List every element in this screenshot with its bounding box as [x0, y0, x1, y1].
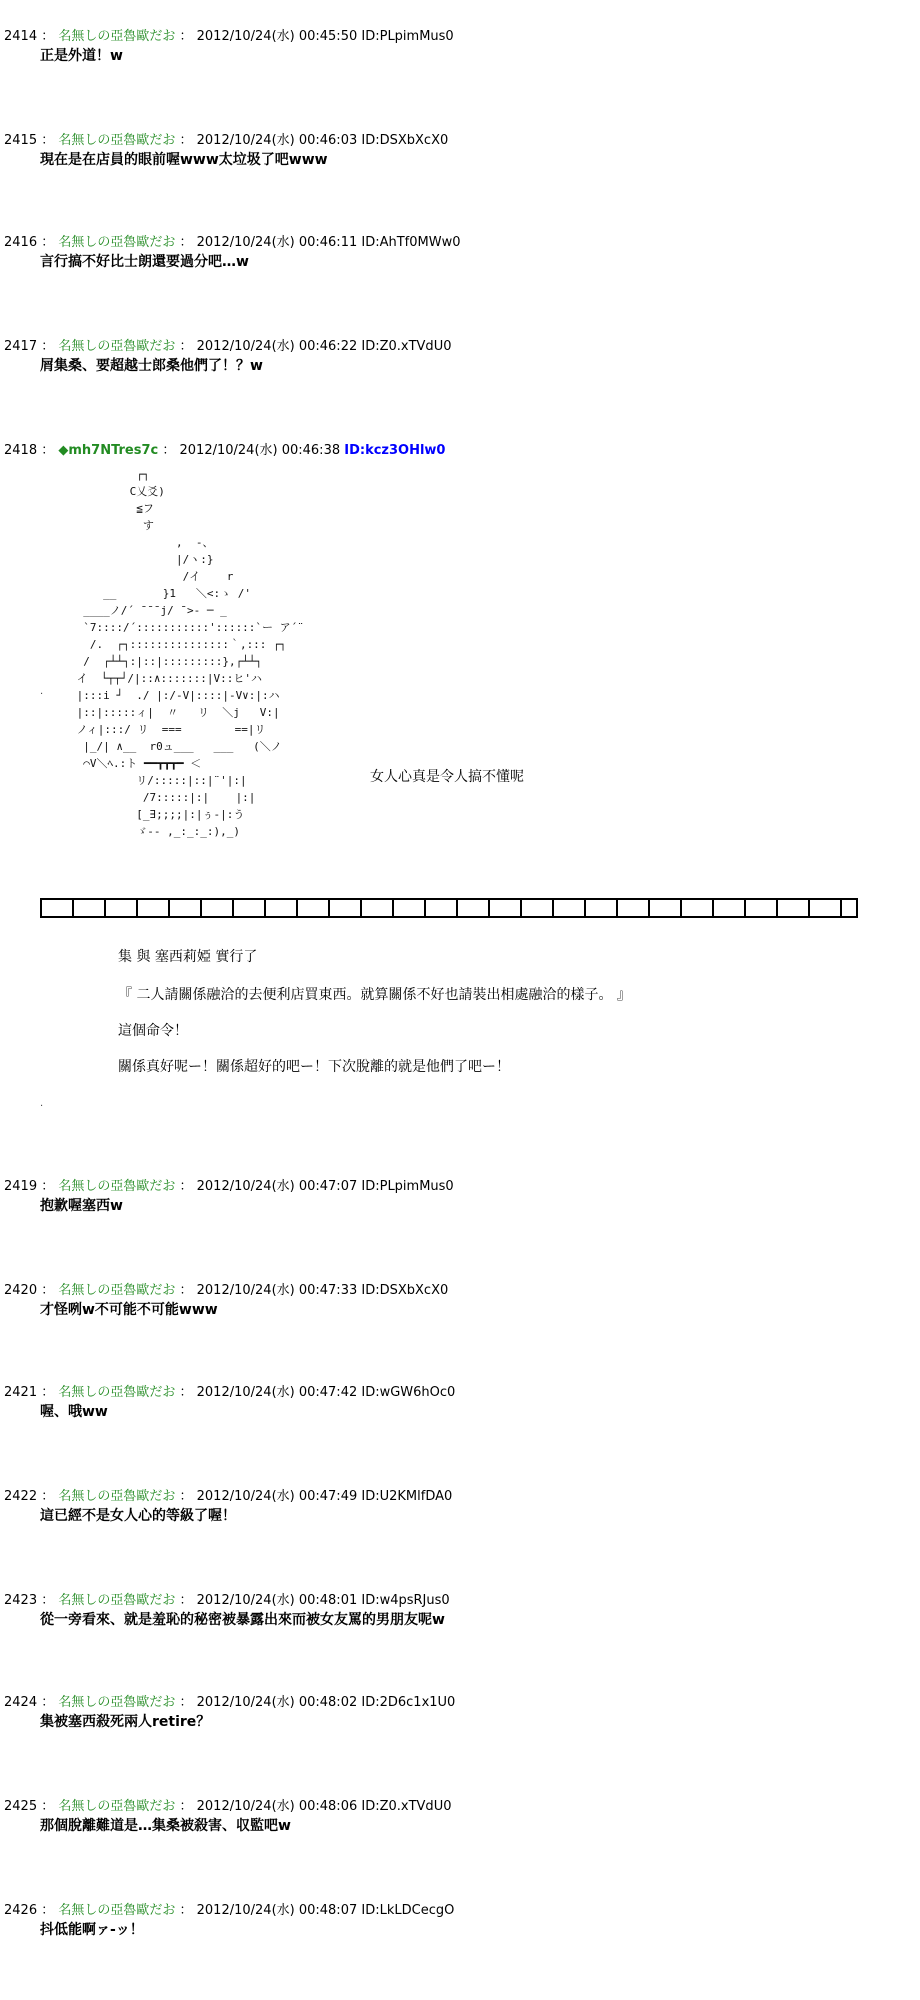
post-number[interactable]: 2417: [4, 339, 38, 354]
post-author: 名無しの亞魯歐だお: [58, 1593, 176, 1608]
post-id[interactable]: ID:Z0.xTVdU0: [361, 339, 452, 354]
divider-tick: [520, 898, 522, 918]
divider-tick: [424, 898, 426, 918]
divider-tick: [856, 898, 858, 918]
post-2420: [4, 1282, 904, 1320]
post-author: 名無しの亞魯歐だお: [58, 1385, 176, 1400]
post-number[interactable]: 2425: [4, 1799, 38, 1814]
post-id[interactable]: ID:PLpimMus0: [361, 1179, 454, 1194]
post-id[interactable]: ID:2D6c1x1U0: [361, 1695, 456, 1710]
post-header: 2421 ： 名無しの亞魯歐だお ： 2012/10/24(水) 00:47:42 ID:wGW6hOc0: [4, 1385, 456, 1400]
post-body: 抖低能啊ァ-ッ！: [40, 1922, 144, 1938]
post-header: 2414 ： 名無しの亞魯歐だお ： 2012/10/24(水) 00:45:50 ID:PLpimMus0: [4, 29, 454, 44]
post-number[interactable]: 2423: [4, 1593, 38, 1608]
post-2419: [4, 1178, 904, 1216]
narration-line-4: 關係真好呢ー！關係超好的吧ー！下次脫離的就是他們了吧ー！: [118, 1059, 510, 1075]
post-author: 名無しの亞魯歐だお: [58, 1489, 176, 1504]
post-date: 2012/10/24(水) 00:46:03: [196, 133, 358, 148]
post-author: 名無しの亞魯歐だお: [58, 1903, 176, 1918]
post-number[interactable]: 2416: [4, 235, 38, 250]
post-body: 屑集桑、要超越士郎桑他們了！？w: [40, 358, 263, 374]
divider-tick: [776, 898, 778, 918]
scene-divider: [40, 898, 858, 918]
post-body: 集被塞西殺死兩人retire？: [40, 1714, 211, 1730]
divider-tick: [72, 898, 74, 918]
post-body: 喔、哦ww: [40, 1404, 108, 1420]
post-header: 2424 ： 名無しの亞魯歐だお ： 2012/10/24(水) 00:48:02 ID:2D6c1x1U0: [4, 1695, 456, 1710]
post-2416: [4, 234, 904, 272]
post-author: 名無しの亞魯歐だお: [58, 133, 176, 148]
post-body: 才怪咧w不可能不可能www: [40, 1302, 218, 1318]
post-author-trip: ◆mh7NTres7c: [58, 443, 159, 458]
dot-mark: .: [40, 686, 44, 697]
post-id[interactable]: ID:DSXbXcX0: [361, 133, 449, 148]
divider-tick: [360, 898, 362, 918]
post-header: 2423 ： 名無しの亞魯歐だお ： 2012/10/24(水) 00:48:01 ID:w4psRJus0: [4, 1593, 450, 1608]
post-id[interactable]: ID:Z0.xTVdU0: [361, 1799, 452, 1814]
post-number[interactable]: 2419: [4, 1179, 38, 1194]
post-author: 名無しの亞魯歐だお: [58, 235, 176, 250]
narration-line-3: 這個命令！: [118, 1023, 188, 1039]
divider-tick: [232, 898, 234, 918]
post-id[interactable]: ID:LkLDCecgO: [361, 1903, 455, 1918]
divider-tick: [136, 898, 138, 918]
post-number[interactable]: 2414: [4, 29, 38, 44]
post-body: 抱歉喔塞西w: [40, 1198, 123, 1214]
post-author: 名無しの亞魯歐だお: [58, 1799, 176, 1814]
post-header: 2420 ： 名無しの亞魯歐だお ： 2012/10/24(水) 00:47:33 ID:DSXbXcX0: [4, 1283, 449, 1298]
post-id[interactable]: ID:DSXbXcX0: [361, 1283, 449, 1298]
divider-tick: [40, 898, 42, 918]
post-author: 名無しの亞魯歐だお: [58, 1283, 176, 1298]
post-id[interactable]: ID:PLpimMus0: [361, 29, 454, 44]
post-header: 2419 ： 名無しの亞魯歐だお ： 2012/10/24(水) 00:47:07 ID:PLpimMus0: [4, 1179, 454, 1194]
post-date: 2012/10/24(水) 00:46:22: [196, 339, 358, 354]
post-number[interactable]: 2422: [4, 1489, 38, 1504]
post-number[interactable]: 2420: [4, 1283, 38, 1298]
post-id[interactable]: ID:U2KMlfDA0: [361, 1489, 453, 1504]
post-id[interactable]: ID:kcz3OHlw0: [344, 443, 446, 458]
post-2415: [4, 132, 904, 170]
post-date: 2012/10/24(水) 00:47:33: [196, 1283, 358, 1298]
divider-tick: [808, 898, 810, 918]
post-2423: [4, 1592, 904, 1630]
post-date: 2012/10/24(水) 00:46:11: [196, 235, 358, 250]
divider-top-line: [40, 898, 858, 900]
post-body: 那個脫離難道是…集桑被殺害、収監吧w: [40, 1818, 291, 1834]
post-2414: [4, 28, 904, 66]
divider-tick: [296, 898, 298, 918]
post-body: 正是外道！w: [40, 48, 123, 64]
divider-tick: [328, 898, 330, 918]
post-date: 2012/10/24(水) 00:48:07: [196, 1903, 358, 1918]
post-2418: [4, 442, 904, 460]
post-2426: [4, 1902, 904, 1940]
post-date: 2012/10/24(水) 00:47:49: [196, 1489, 358, 1504]
narration-line-1: 集 與 塞西莉婭 實行了: [118, 949, 258, 965]
ascii-art: ┌┐ C乂爻) ≦フ す , -、 |/ヽ:} /イ r __ }1 ＼<:ゝ /' ____ノ/´ ̄ ̄ ̄ j/ ̄ >- ─ _ `7::::/´:::::::::::'::::::`ー ア´¨ /. ┌┐:::::::::::::::｀,::: ┌┐ / ┌┴┴┐:|::|:::::::::},┌┴┴┐ イ └┬┬┘/|::∧:::::::|V::ヒ'ハ |:::i ┘ ./ |:/-V|::::|-V∨:|:ハ |::|:::::ィ| 〃 リ ＼j V:| ノィ|:::/ リ === ==|リ |_/| ∧__ r0ュ___ ___ (＼ノ ⌒V＼ﾍ.:ト ━━┳┳┳━ ＜ リ/:::::|::|¨'|:| /7:::::|:| |:| [_∃;;;;|:|ぅ-|:う ゞ-- ,_:_:_:),_): [76, 468, 304, 838]
post-header: 2426 ： 名無しの亞魯歐だお ： 2012/10/24(水) 00:48:07 ID:LkLDCecgO: [4, 1903, 455, 1918]
post-2417: [4, 338, 904, 376]
post-2425: [4, 1798, 904, 1836]
post-date: 2012/10/24(水) 00:48:02: [196, 1695, 358, 1710]
divider-tick: [104, 898, 106, 918]
post-author: 名無しの亞魯歐だお: [58, 1179, 176, 1194]
divider-tick: [392, 898, 394, 918]
post-2424: [4, 1694, 904, 1732]
post-date: 2012/10/24(水) 00:47:07: [196, 1179, 358, 1194]
divider-tick: [616, 898, 618, 918]
post-header: 2416 ： 名無しの亞魯歐だお ： 2012/10/24(水) 00:46:11 ID:AhTf0MWw0: [4, 235, 461, 250]
divider-tick: [488, 898, 490, 918]
post-author: 名無しの亞魯歐だお: [58, 339, 176, 354]
divider-tick: [680, 898, 682, 918]
divider-tick: [168, 898, 170, 918]
post-date: 2012/10/24(水) 00:45:50: [196, 29, 358, 44]
post-date: 2012/10/24(水) 00:48:01: [196, 1593, 358, 1608]
divider-tick: [744, 898, 746, 918]
post-body: 從一旁看來、就是羞恥的秘密被暴露出來而被女友罵的男朋友呢w: [40, 1612, 445, 1628]
post-number[interactable]: 2415: [4, 133, 38, 148]
post-id[interactable]: ID:AhTf0MWw0: [361, 235, 461, 250]
post-id[interactable]: ID:w4psRJus0: [361, 1593, 450, 1608]
post-2421: [4, 1384, 904, 1422]
post-header: 2422 ： 名無しの亞魯歐だお ： 2012/10/24(水) 00:47:49 ID:U2KMlfDA0: [4, 1489, 453, 1504]
post-number[interactable]: 2424: [4, 1695, 38, 1710]
divider-tick: [584, 898, 586, 918]
post-number[interactable]: 2426: [4, 1903, 38, 1918]
post-number[interactable]: 2418: [4, 443, 38, 458]
post-date: 2012/10/24(水) 00:47:42: [196, 1385, 358, 1400]
divider-tick: [264, 898, 266, 918]
ascii-art-caption: 女人心真是令人搞不懂呢: [370, 769, 524, 785]
divider-bottom-line: [40, 916, 858, 918]
post-body: 言行搞不好比士朗還要過分吧…w: [40, 254, 249, 270]
divider-tick: [840, 898, 842, 918]
narration-line-2: 『 二人請關係融洽的去便利店買東西。就算關係不好也請裝出相處融洽的樣子。 』: [118, 987, 631, 1003]
post-header: 2415 ： 名無しの亞魯歐だお ： 2012/10/24(水) 00:46:03 ID:DSXbXcX0: [4, 133, 449, 148]
post-header: 2418 ： ◆mh7NTres7c ： 2012/10/24(水) 00:46:38 ID:kcz3OHlw0: [4, 443, 446, 458]
post-header: 2425 ： 名無しの亞魯歐だお ： 2012/10/24(水) 00:48:06 ID:Z0.xTVdU0: [4, 1799, 452, 1814]
post-author: 名無しの亞魯歐だお: [58, 29, 176, 44]
divider-tick: [648, 898, 650, 918]
post-number[interactable]: 2421: [4, 1385, 38, 1400]
divider-tick: [456, 898, 458, 918]
post-body: 這已經不是女人心的等級了喔！: [40, 1508, 236, 1524]
dot-mark: .: [40, 1098, 44, 1109]
post-body: 現在是在店員的眼前喔www太垃圾了吧www: [40, 152, 328, 168]
divider-tick: [200, 898, 202, 918]
post-header: 2417 ： 名無しの亞魯歐だお ： 2012/10/24(水) 00:46:22 ID:Z0.xTVdU0: [4, 339, 452, 354]
post-id[interactable]: ID:wGW6hOc0: [361, 1385, 456, 1400]
post-date: 2012/10/24(水) 00:46:38: [179, 443, 341, 458]
post-date: 2012/10/24(水) 00:48:06: [196, 1799, 358, 1814]
divider-tick: [552, 898, 554, 918]
post-author: 名無しの亞魯歐だお: [58, 1695, 176, 1710]
post-2422: [4, 1488, 904, 1526]
divider-tick: [712, 898, 714, 918]
